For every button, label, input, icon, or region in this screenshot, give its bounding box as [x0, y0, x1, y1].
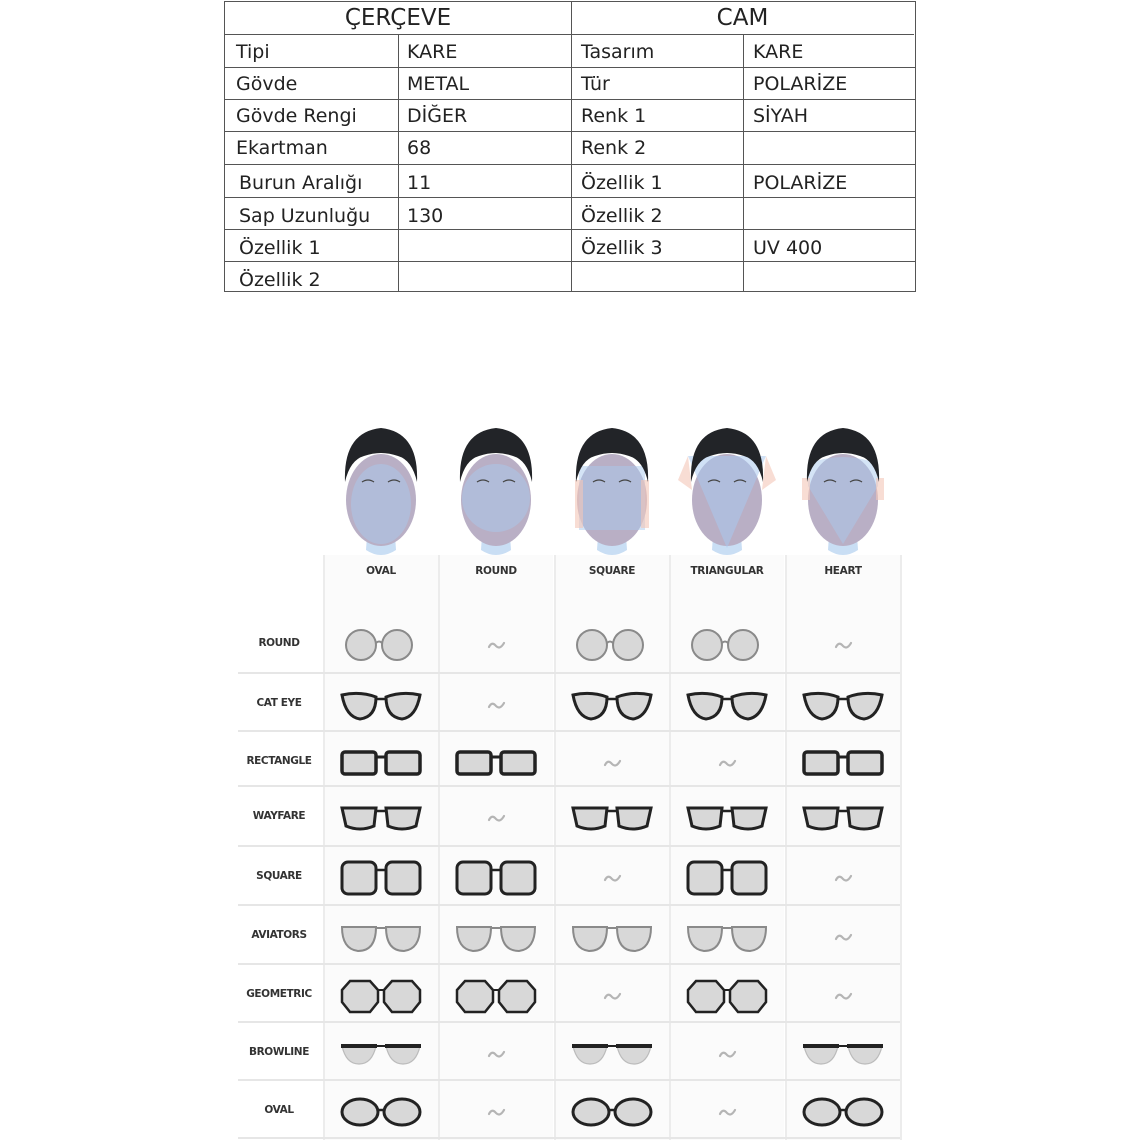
wayfare-glasses-icon: [800, 798, 886, 838]
row-divider: [238, 904, 900, 906]
table-row-divider: [225, 229, 915, 230]
frame-style-label: ROUND: [258, 637, 300, 649]
lens-value: POLARİZE: [753, 172, 848, 194]
row-divider: [238, 1079, 900, 1081]
round-glasses-icon: [338, 625, 424, 665]
geometric-glasses-icon: [338, 976, 424, 1016]
face-shape-label: SQUARE: [588, 565, 636, 577]
table-row-divider: [225, 67, 915, 68]
cat-eye-glasses-icon: [338, 685, 424, 725]
lens-value: POLARİZE: [753, 73, 848, 95]
not-suitable-icon: [487, 1106, 507, 1118]
not-suitable-icon: [603, 757, 623, 769]
lens-label: Özellik 3: [581, 237, 663, 259]
table-row-divider: [225, 131, 915, 132]
square-glasses-icon: [338, 858, 424, 898]
lens-label: Özellik 2: [581, 205, 663, 227]
table-column-divider: [398, 35, 399, 291]
wayfare-glasses-icon: [569, 798, 655, 838]
lens-label: Renk 2: [581, 137, 647, 159]
frame-style-label: GEOMETRIC: [246, 988, 312, 1000]
aviator-glasses-icon: [338, 917, 424, 957]
geometric-glasses-icon: [453, 976, 539, 1016]
frame-value: 130: [407, 205, 444, 227]
wayfare-glasses-icon: [684, 798, 770, 838]
aviator-glasses-icon: [453, 917, 539, 957]
square-glasses-icon: [453, 858, 539, 898]
lens-label: Renk 1: [581, 105, 647, 127]
lens-label: Tasarım: [581, 41, 655, 63]
table-column-divider: [743, 35, 744, 291]
not-suitable-icon: [834, 990, 854, 1002]
not-suitable-icon: [487, 699, 507, 711]
frame-style-label: WAYFARE: [252, 810, 306, 822]
geometric-glasses-icon: [684, 976, 770, 1016]
not-suitable-icon: [603, 990, 623, 1002]
triangular-face-icon: [672, 420, 782, 560]
frame-label: Özellik 1: [239, 237, 321, 259]
column-divider: [785, 555, 787, 1140]
column-divider: [323, 555, 325, 1140]
oval-face-icon: [326, 420, 436, 560]
row-divider: [238, 785, 900, 787]
row-divider: [238, 672, 900, 674]
frame-value: 68: [407, 137, 432, 159]
face-shape-label: OVAL: [366, 565, 396, 577]
oval-glasses-icon: [338, 1092, 424, 1132]
frame-style-label: SQUARE: [256, 870, 302, 882]
oval-glasses-icon: [800, 1092, 886, 1132]
cat-eye-glasses-icon: [684, 685, 770, 725]
frame-label: Tipi: [236, 41, 270, 63]
lens-value: SİYAH: [753, 105, 809, 127]
browline-glasses-icon: [338, 1034, 424, 1074]
frame-label: Burun Aralığı: [239, 172, 363, 194]
not-suitable-icon: [834, 872, 854, 884]
lens-value: UV 400: [753, 237, 823, 259]
row-divider: [238, 1021, 900, 1023]
aviator-glasses-icon: [569, 917, 655, 957]
frame-value: METAL: [407, 73, 470, 95]
browline-glasses-icon: [800, 1034, 886, 1074]
rectangle-glasses-icon: [800, 743, 886, 783]
table-row-divider: [225, 197, 915, 198]
frame-header: ÇERÇEVE: [225, 2, 571, 35]
face-shape-label: TRIANGULAR: [690, 565, 764, 577]
table-column-divider: [571, 2, 572, 291]
not-suitable-icon: [718, 1106, 738, 1118]
table-row-divider: [225, 164, 915, 165]
lens-header: CAM: [571, 2, 914, 35]
frame-style-label: AVIATORS: [251, 929, 307, 941]
not-suitable-icon: [718, 757, 738, 769]
square-face-icon: [557, 420, 667, 560]
not-suitable-icon: [487, 1048, 507, 1060]
square-glasses-icon: [684, 858, 770, 898]
lens-value: KARE: [753, 41, 804, 63]
rectangle-glasses-icon: [338, 743, 424, 783]
wayfare-glasses-icon: [338, 798, 424, 838]
round-glasses-icon: [569, 625, 655, 665]
frame-style-label: RECTANGLE: [246, 755, 312, 767]
heart-face-icon: [788, 420, 898, 560]
round-face-icon: [441, 420, 551, 560]
column-divider: [900, 555, 902, 1140]
frame-style-label: OVAL: [264, 1104, 294, 1116]
frame-style-label: BROWLINE: [249, 1046, 309, 1058]
cat-eye-glasses-icon: [800, 685, 886, 725]
frame-label: Özellik 2: [239, 269, 321, 291]
row-divider: [238, 963, 900, 965]
frame-label: Ekartman: [236, 137, 328, 159]
face-shape-label: ROUND: [475, 565, 517, 577]
frame-style-label: CAT EYE: [256, 697, 302, 709]
column-divider: [554, 555, 556, 1140]
frame-label: Gövde Rengi: [236, 105, 357, 127]
frame-value: DİĞER: [407, 105, 468, 127]
cat-eye-glasses-icon: [569, 685, 655, 725]
not-suitable-icon: [834, 931, 854, 943]
lens-label: Tür: [581, 73, 610, 95]
browline-glasses-icon: [569, 1034, 655, 1074]
face-shape-label: HEART: [824, 565, 862, 577]
not-suitable-icon: [718, 1048, 738, 1060]
frame-label: Gövde: [236, 73, 298, 95]
aviator-glasses-icon: [684, 917, 770, 957]
table-row-divider: [225, 99, 915, 100]
lens-label: Özellik 1: [581, 172, 663, 194]
column-divider: [438, 555, 440, 1140]
frame-value: 11: [407, 172, 432, 194]
face-shape-guide: [238, 420, 908, 1140]
frame-label: Sap Uzunluğu: [239, 205, 371, 227]
not-suitable-icon: [487, 812, 507, 824]
column-divider: [669, 555, 671, 1140]
row-divider: [238, 1137, 900, 1139]
row-divider: [238, 845, 900, 847]
oval-glasses-icon: [569, 1092, 655, 1132]
frame-value: KARE: [407, 41, 458, 63]
not-suitable-icon: [487, 639, 507, 651]
rectangle-glasses-icon: [453, 743, 539, 783]
spec-table: [224, 1, 916, 292]
not-suitable-icon: [834, 639, 854, 651]
table-row-divider: [225, 261, 915, 262]
round-glasses-icon: [684, 625, 770, 665]
row-divider: [238, 730, 900, 732]
not-suitable-icon: [603, 872, 623, 884]
